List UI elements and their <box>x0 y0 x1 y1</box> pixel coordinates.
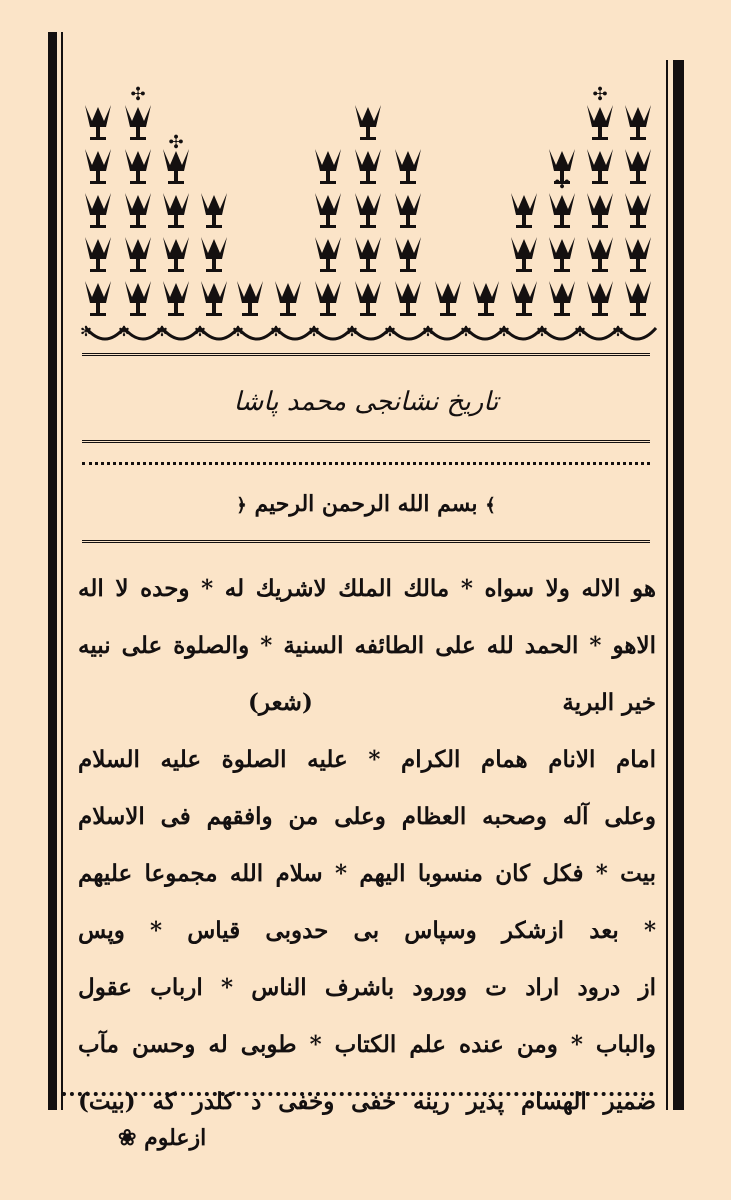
left-border <box>48 32 57 1110</box>
tulip-motif <box>355 281 381 316</box>
text-line: بیت * فكل كان منسوبا الیهم * سلام الله مجموعا علیهم <box>78 860 656 887</box>
text-line: وعلی آله وصحبه العظام وعلی من وافقهم فی الاسلام <box>78 803 656 830</box>
basmala-close-mark: ﴿ <box>236 495 247 516</box>
tulip-motif <box>587 193 613 228</box>
catchword <box>118 1118 206 1158</box>
tulip-motif <box>237 281 263 316</box>
flower-ornament-icon: ✻ <box>498 324 510 340</box>
basmala-open-mark: ﴾ <box>485 495 496 516</box>
star-ornament-icon: ✣ <box>554 172 570 193</box>
tulip-motif <box>587 237 613 272</box>
tulip-motif <box>395 281 421 316</box>
tulip-motif <box>85 149 111 184</box>
flower-ornament-icon: ✻ <box>460 324 472 340</box>
tulip-motif <box>125 237 151 272</box>
flower-ornament-icon: ✻ <box>536 324 548 340</box>
tulip-motif <box>163 237 189 272</box>
tulip-motif <box>511 193 537 228</box>
tulip-motif <box>625 105 651 140</box>
flower-ornament-icon: ✻ <box>156 324 168 340</box>
tulip-motif <box>511 281 537 316</box>
star-ornament-icon: ✣ <box>592 84 608 105</box>
text-line: والباب * ومن عنده علم الكتاب * طوبی له وحسن مآب <box>78 1031 656 1058</box>
tulip-motif <box>511 237 537 272</box>
flower-ornament-icon: ✻ <box>80 324 92 340</box>
tulip-motif <box>355 149 381 184</box>
tulip-motif <box>395 149 421 184</box>
rule-title-bottom <box>82 440 650 443</box>
text-line: امام الانام همام الكرام * علیه الصلوة علیه السلام <box>78 746 656 773</box>
tulip-motif <box>125 105 151 140</box>
flower-ornament-icon: ✻ <box>194 324 206 340</box>
tulip-motif <box>125 193 151 228</box>
tulip-motif <box>315 149 341 184</box>
tulip-motif <box>625 281 651 316</box>
tulip-motif <box>549 193 575 228</box>
catchword-text: ازعلوم <box>144 1125 207 1151</box>
basmala-text: بسم الله الرحمن الرحیم <box>254 491 478 517</box>
tulip-motif <box>85 193 111 228</box>
star-ornament-icon: ✣ <box>130 84 146 105</box>
rule-basmala-bottom <box>82 540 650 543</box>
tulip-motif <box>125 281 151 316</box>
flower-ornament-icon: ✻ <box>574 324 586 340</box>
tulip-motif <box>355 193 381 228</box>
flower-ornament-icon: ✻ <box>384 324 396 340</box>
left-border-inner <box>61 32 63 1110</box>
text-body <box>78 560 656 1130</box>
flower-ornament-icon: ✻ <box>612 324 624 340</box>
page-title: تاریخ نشانجی محمد پاشا <box>233 387 499 417</box>
poem-label: (شعر) <box>248 689 313 716</box>
tulip-motif <box>85 281 111 316</box>
tulip-motif <box>473 281 499 316</box>
tulip-motif <box>275 281 301 316</box>
star-ornament-icon: ✣ <box>360 114 376 135</box>
basmala <box>82 484 650 524</box>
rule-bottom <box>62 1092 654 1096</box>
flower-ornament-icon: ✻ <box>422 324 434 340</box>
text-line: الاهو * الحمد لله علی الطائفه السنیة * والصلوة علی نبیه <box>78 632 656 659</box>
star-ornament-icon: ✣ <box>168 132 184 153</box>
right-border-inner <box>666 60 668 1110</box>
right-border <box>673 60 684 1110</box>
tulip-motif <box>201 237 227 272</box>
flower-ornament-icon: ✻ <box>346 324 358 340</box>
tulip-motif <box>163 149 189 184</box>
tulip-motif <box>315 281 341 316</box>
tulip-motif <box>355 237 381 272</box>
text-line: * بعد ازشكر وسپاس بی حدوبی قیاس * وپس <box>78 917 656 944</box>
text-line: هو الاله ولا سواه * مالك الملك لاشریك له * وحده لا اله <box>78 575 656 602</box>
tulip-motif <box>625 149 651 184</box>
tulip-motif <box>587 105 613 140</box>
tulip-motif <box>625 193 651 228</box>
tulip-motif <box>587 281 613 316</box>
tulip-motif <box>395 237 421 272</box>
tulip-motif <box>435 281 461 316</box>
flower-ornament-icon: ✻ <box>232 324 244 340</box>
tulip-motif <box>549 281 575 316</box>
tulip-motif <box>201 281 227 316</box>
tulip-motif <box>85 237 111 272</box>
text-fragment: خیر البریة <box>562 689 656 716</box>
tulip-motif <box>587 149 613 184</box>
tulip-motif <box>315 193 341 228</box>
text-line: ضمیر الهسام پذیر رینه خفی وخفی د كلدر كه (بیت) <box>78 1088 656 1115</box>
flower-ornament-icon: ✻ <box>270 324 282 340</box>
flower-icon: ❀ <box>118 1125 137 1151</box>
text-line: از درود اراد ت وورود باشرف الناس * ارباب عقول <box>78 974 656 1001</box>
tulip-motif <box>163 281 189 316</box>
rule-top <box>82 353 650 356</box>
tulip-motif <box>125 149 151 184</box>
tulip-motif <box>395 193 421 228</box>
flower-ornament-icon: ✻ <box>118 324 130 340</box>
tulip-motif <box>625 237 651 272</box>
flower-ornament-icon: ✻ <box>308 324 320 340</box>
headpiece-ornament <box>78 70 658 355</box>
tulip-motif <box>315 237 341 272</box>
rule-dotted <box>82 462 650 465</box>
tulip-motif <box>85 105 111 140</box>
text-line <box>78 674 656 731</box>
tulip-motif <box>163 193 189 228</box>
tulip-motif <box>201 193 227 228</box>
tulip-motif <box>549 237 575 272</box>
